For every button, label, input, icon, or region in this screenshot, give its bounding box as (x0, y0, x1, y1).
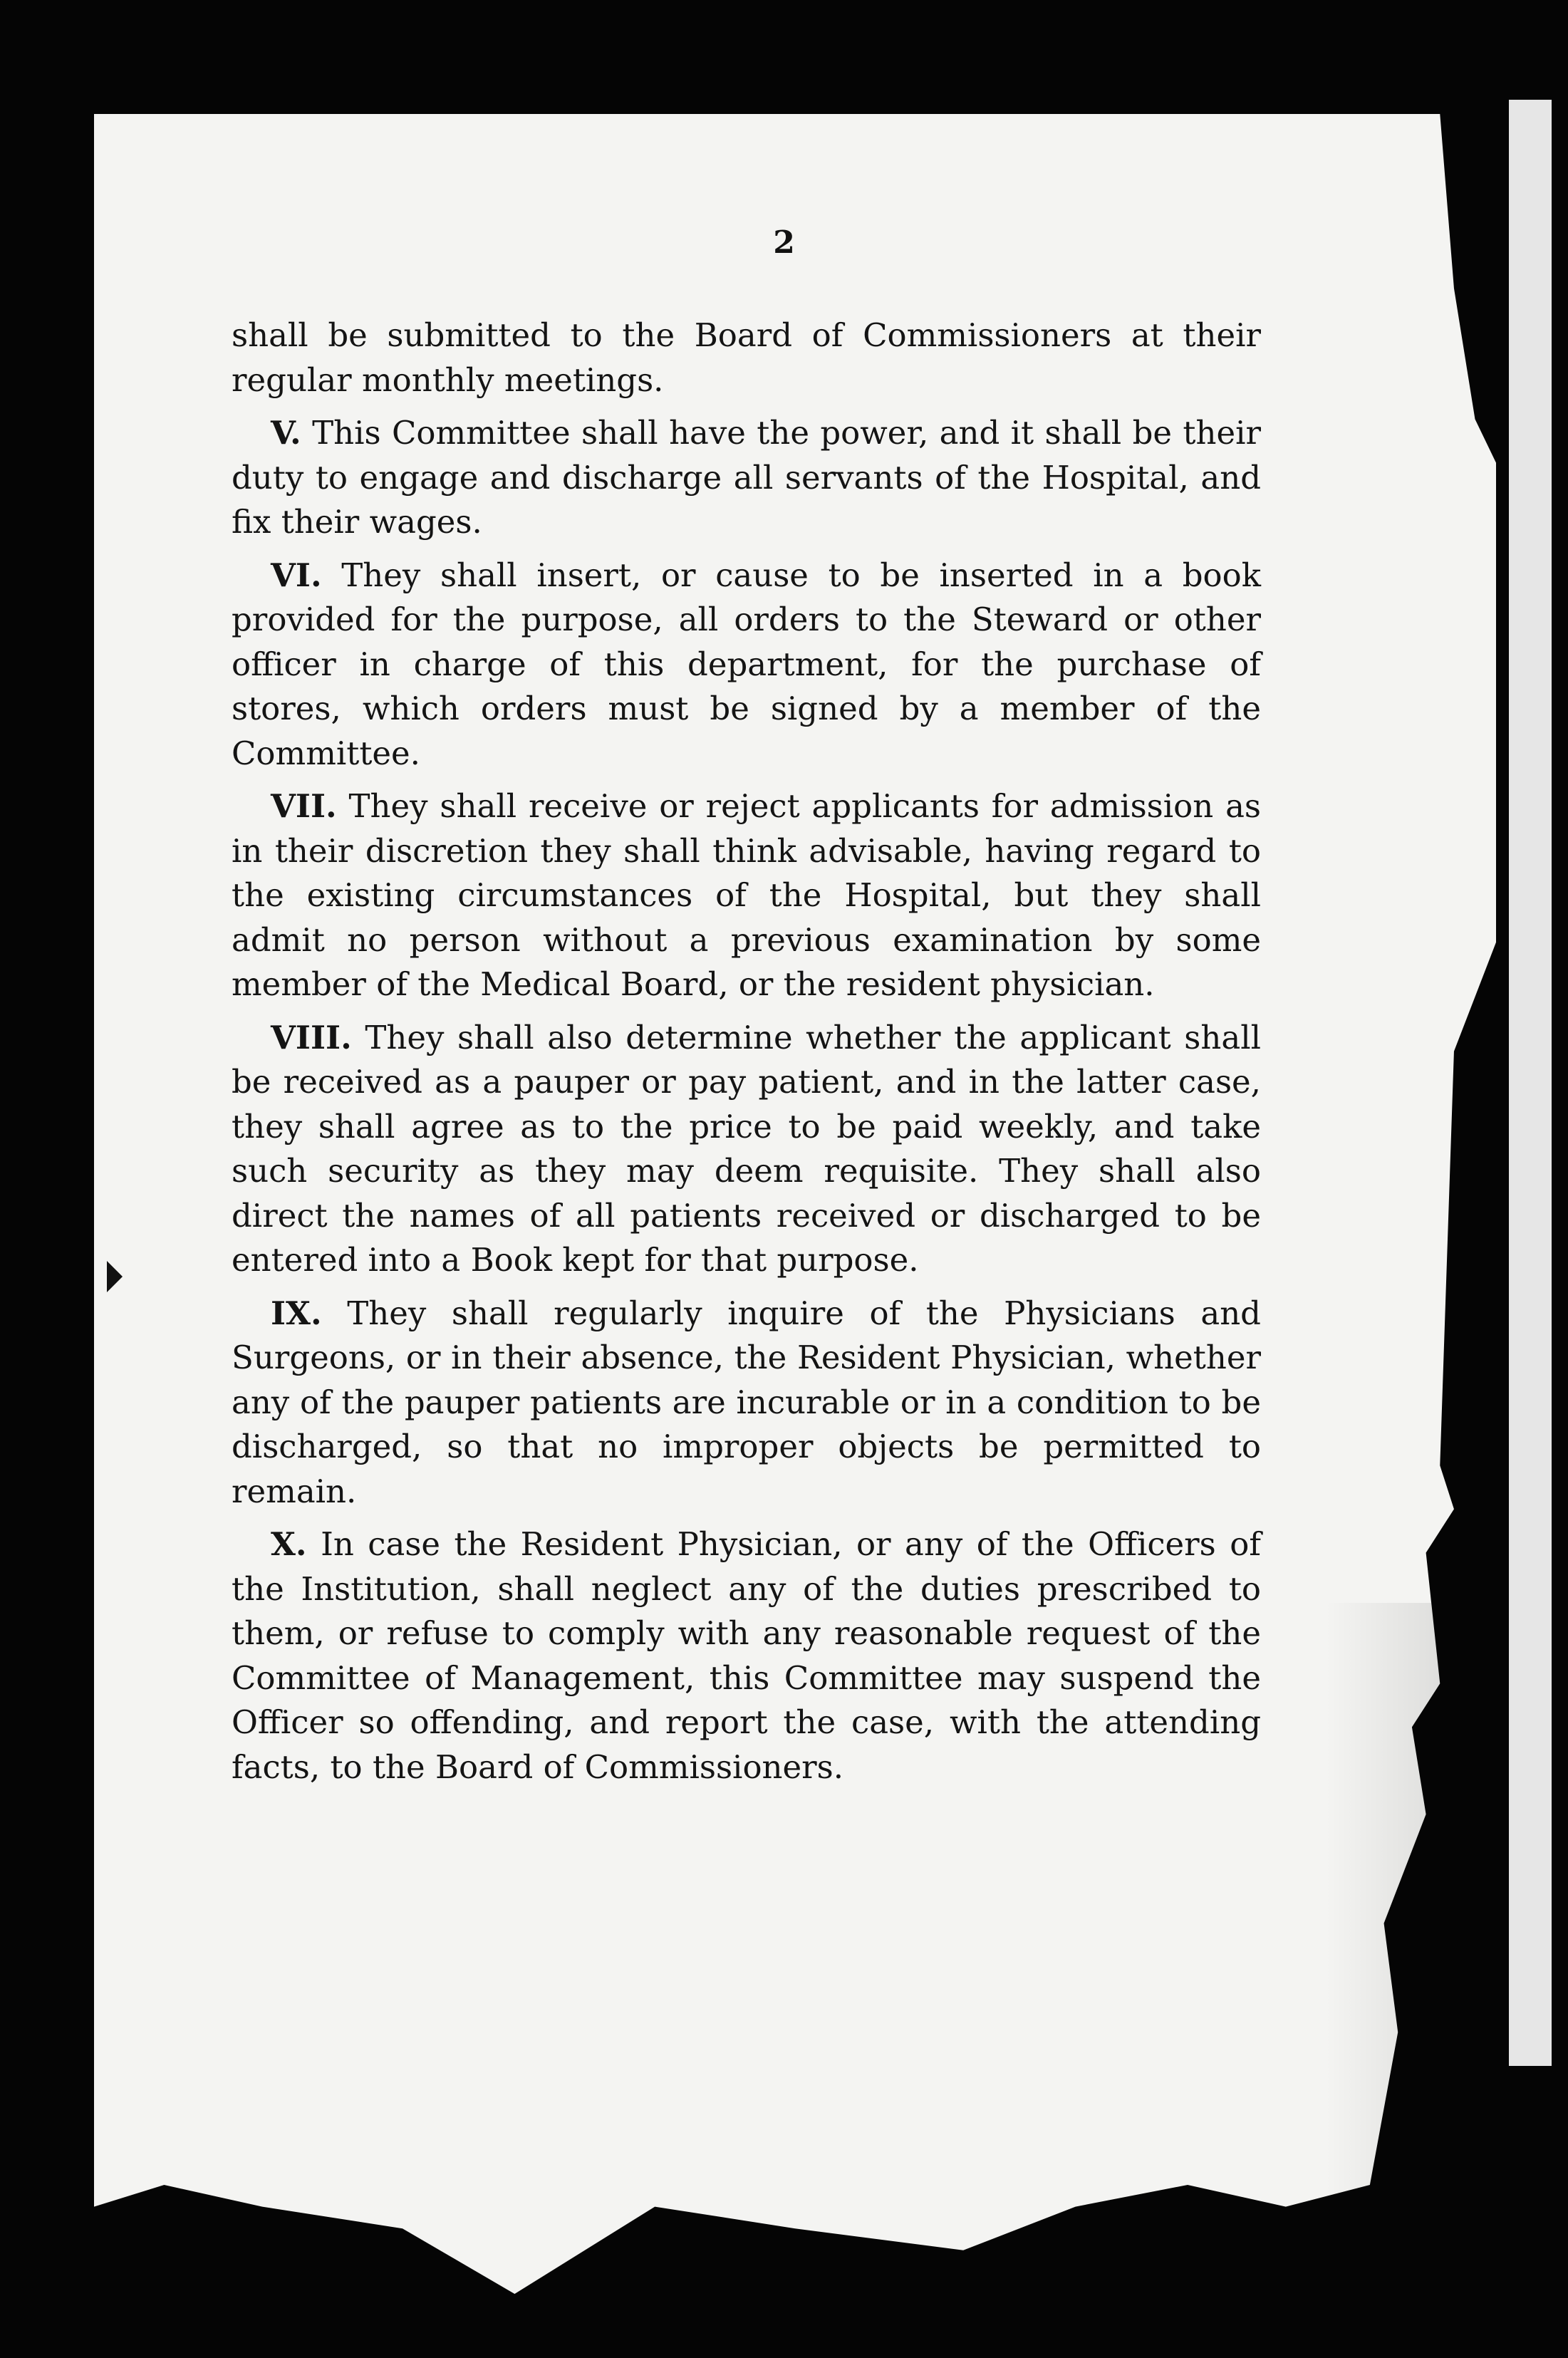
section-number: VIII. (271, 1018, 352, 1056)
paragraph-text: This Committee shall have the power, and it shall be their duty to engage and discharge all servants of the Hospital, and fix their wages. (232, 414, 1261, 541)
section-number: IX. (271, 1294, 322, 1332)
torn-corner-shadow (1325, 1603, 1496, 2230)
paragraph-text: They shall insert, or cause to be inserted in a book provided for the purpose, all orders to the Steward or other officer in charge of this department, for the purchase of stores, which orders must be signed by a member of the Committee. (232, 556, 1261, 772)
paragraph-text: They shall regularly inquire of the Physicians and Surgeons, or in their absence, the Resident Physician, whether any of the pauper patients are incurable or in a condition to be discharged, so that no improper objects be permitted to remain. (232, 1294, 1261, 1510)
section-number: V. (271, 414, 301, 452)
paragraph-section-vii (232, 784, 1261, 1007)
paragraph-section-x (232, 1522, 1261, 1790)
paragraph-section-v (232, 411, 1261, 545)
paragraph-text: shall be submitted to the Board of Commissioners at their regular monthly meetings. (232, 316, 1261, 399)
section-number: VII. (271, 787, 337, 825)
paragraph-section-ix (232, 1292, 1261, 1515)
section-number: X. (271, 1525, 307, 1563)
margin-mark-icon (107, 1261, 123, 1292)
body-text (232, 313, 1261, 1798)
page-number: 2 (773, 224, 795, 261)
paragraph-text: They shall receive or reject applicants for admission as in their discretion they shall think advisable, having regard to the existing circumstances of the Hospital, but they shall admit no person without a previous examination by some member of the Medical Board, or the resident physician. (232, 787, 1261, 1003)
paragraph-text: They shall also determine whether the applicant shall be received as a pauper or pay patient, and in the latter case, they shall agree as to the price to be paid weekly, and take such security as they may deem requisite. They shall also direct the names of all patients received or discharged to be entered into a Book kept for that purpose. (232, 1018, 1261, 1279)
paragraph-text: In case the Resident Physician, or any of the Officers of the Institution, shall neglect any of the duties prescribed to them, or refuse to comply with any reasonable request of the Committee of Management, this Committee may suspend the Officer so offending, and report the case, with the attending facts, to the Board of Commissioners. (232, 1525, 1261, 1786)
paragraph-section-vi (232, 554, 1261, 777)
paragraph-continuation (232, 313, 1261, 402)
section-number: VI. (271, 556, 322, 594)
adjacent-page-edge (1509, 100, 1552, 2066)
paragraph-section-viii (232, 1016, 1261, 1283)
